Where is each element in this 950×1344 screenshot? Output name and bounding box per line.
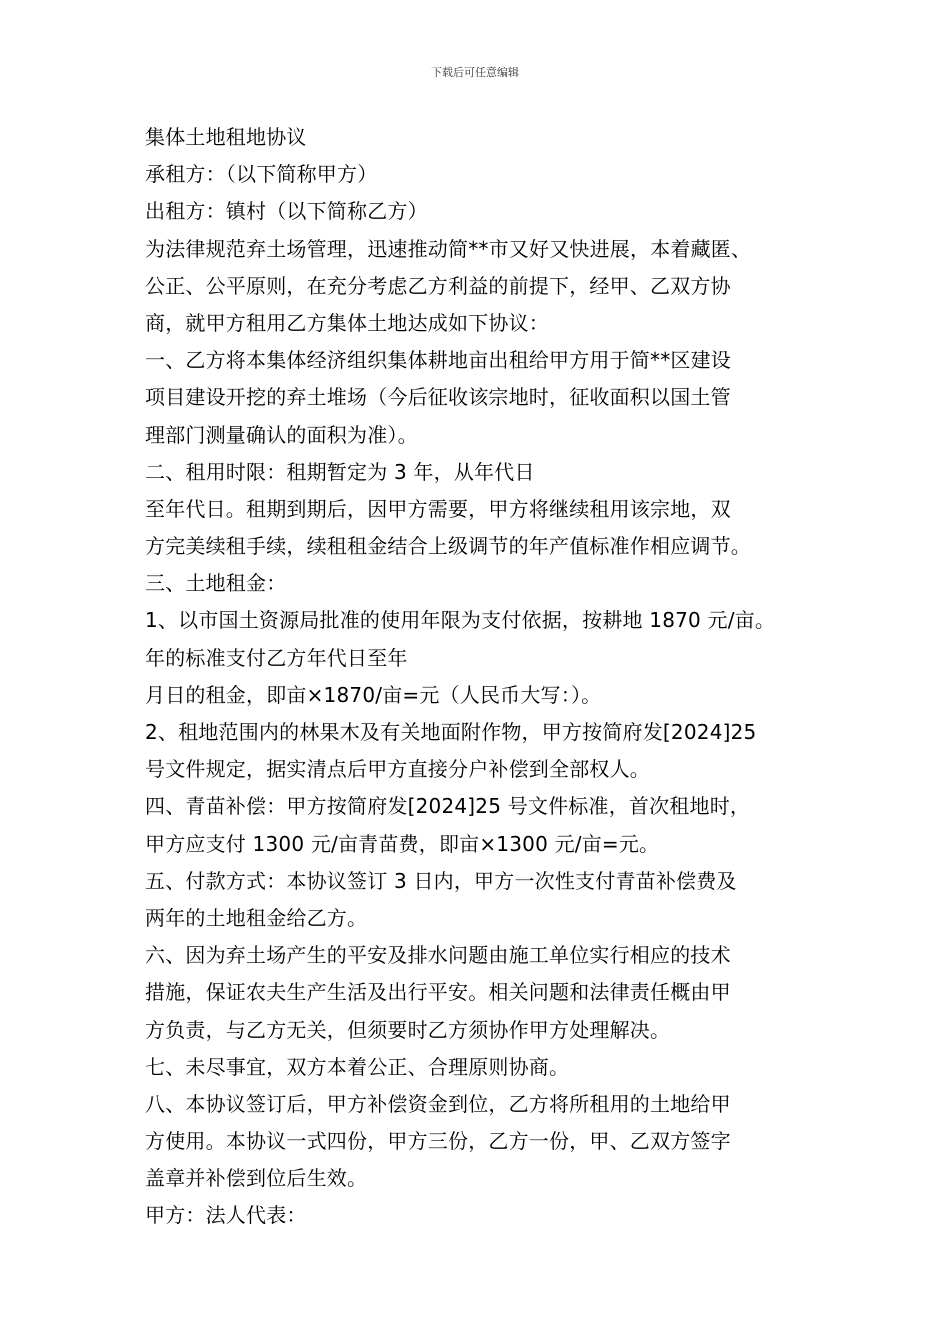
text-line: 方负责，与乙方无关，但须要时乙方须协作甲方处理解决。 bbox=[145, 1017, 671, 1042]
text-line: 四、青苗补偿：甲方按简府发[2024]25 号文件标准，首次租地时， bbox=[145, 794, 751, 819]
text-line: 措施，保证农夫生产生活及出行平安。相关问题和法律责任概由甲 bbox=[145, 980, 731, 1005]
section-heading: 三、土地租金： bbox=[145, 571, 287, 596]
lessor-line: 出租方：镇村（以下简称乙方） bbox=[145, 199, 428, 224]
text-line: 公正、公平原则，在充分考虑乙方利益的前提下，经甲、乙双方协 bbox=[145, 273, 731, 298]
text-line: 二、租用时限：租期暂定为 3 年，从年代日 bbox=[145, 459, 535, 484]
lessee-line: 承租方：（以下简称甲方） bbox=[145, 162, 378, 187]
text-line: 号文件规定，据实清点后甲方直接分户补偿到全部权人。 bbox=[145, 757, 650, 782]
text-line: 五、付款方式：本协议签订 3 日内，甲方一次性支付青苗补偿费及 bbox=[145, 868, 737, 893]
text-line: 两年的土地租金给乙方。 bbox=[145, 905, 368, 930]
text-line: 年的标准支付乙方年代日至年 bbox=[145, 645, 408, 670]
text-line: 为法律规范弃土场管理，迅速推动简**市又好又快进展，本着藏匿、 bbox=[145, 236, 752, 261]
signature-line: 甲方：法人代表： bbox=[145, 1203, 307, 1228]
text-line: 2、租地范围内的林果木及有关地面附作物，甲方按简府发[2024]25 bbox=[145, 720, 757, 744]
text-line: 七、未尽事宜，双方本着公正、合理原则协商。 bbox=[145, 1054, 570, 1079]
text-line: 甲方应支付 1300 元/亩青苗费，即亩×1300 元/亩=元。 bbox=[145, 831, 660, 856]
text-line: 理部门测量确认的面积为准）。 bbox=[145, 422, 418, 447]
document-title: 集体土地租地协议 bbox=[145, 125, 307, 149]
text-line: 一、乙方将本集体经济组织集体耕地亩出租给甲方用于简**区建设 bbox=[145, 348, 731, 373]
text-line: 项目建设开挖的弃土堆场（今后征收该宗地时，征收面积以国土管 bbox=[145, 385, 731, 410]
text-line: 月日的租金，即亩×1870/亩=元（人民币大写：）。 bbox=[145, 682, 602, 707]
text-line: 六、因为弃土场产生的平安及排水问题由施工单位实行相应的技术 bbox=[145, 943, 731, 968]
text-line: 方使用。本协议一式四份，甲方三份，乙方一份，甲、乙双方签字 bbox=[145, 1129, 731, 1154]
page-header-note: 下载后可任意编辑 bbox=[431, 66, 519, 79]
text-line: 盖章并补偿到位后生效。 bbox=[145, 1166, 368, 1191]
text-line: 1、以市国土资源局批准的使用年限为支付依据，按耕地 1870 元/亩。 bbox=[145, 608, 776, 633]
text-line: 商，就甲方租用乙方集体土地达成如下协议： bbox=[145, 310, 549, 335]
text-line: 八、本协议签订后，甲方补偿资金到位，乙方将所租用的土地给甲 bbox=[145, 1091, 731, 1116]
text-line: 至年代日。租期到期后，因甲方需要，甲方将继续租用该宗地，双 bbox=[145, 496, 731, 521]
text-line: 方完美续租手续，续租租金结合上级调节的年产值标准作相应调节。 bbox=[145, 534, 751, 559]
document-body bbox=[145, 119, 825, 1235]
